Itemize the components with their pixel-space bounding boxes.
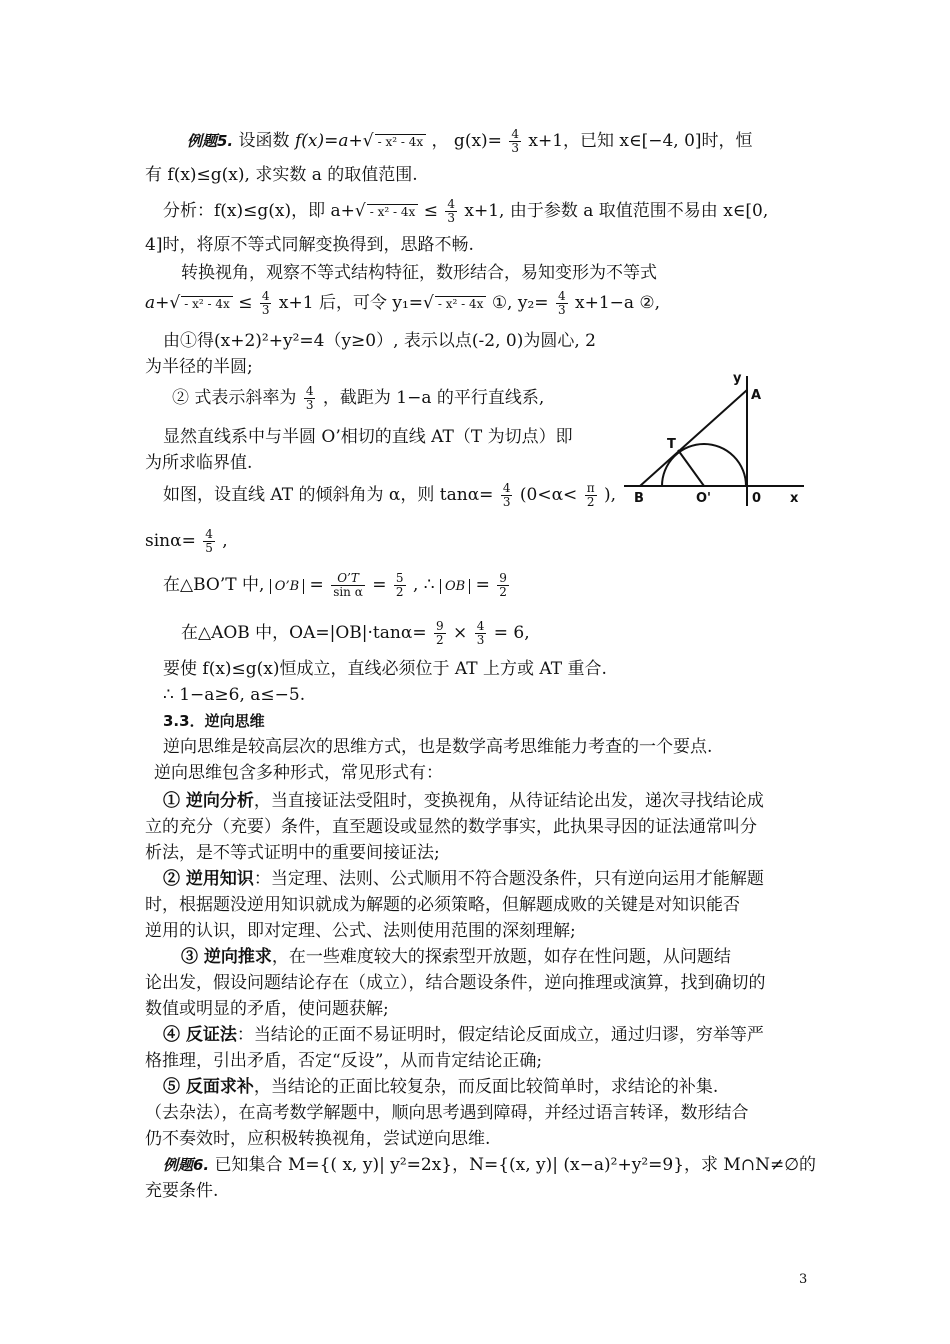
example5-line2: 有 f(x)≤g(x), 求实数 a 的取值范围. bbox=[145, 165, 418, 185]
text: ， g(x)= bbox=[431, 131, 502, 151]
item4-line2: 格推理，引出矛盾，否定“反设”，从而肯定结论正确; bbox=[145, 1051, 543, 1071]
analysis-line9: 为所求临界值. bbox=[145, 453, 253, 473]
item1-line3: 析法，是不等式证明中的重要间接证法; bbox=[145, 843, 440, 863]
label-T: T bbox=[667, 437, 676, 452]
analysis-line7: ② 式表示斜率为 $\frac{4}{3}$ ，截距为 1−a 的平行直线系, bbox=[172, 384, 545, 412]
page-number: 3 bbox=[799, 1272, 808, 1287]
example5-label: 例题5. bbox=[187, 132, 234, 150]
analysis-line3: 转换视角，观察不等式结构特征，数形结合，易知变形为不等式 bbox=[181, 263, 657, 283]
analysis-line8: 显然直线系中与半圆 O’相切的直线 AT（T 为切点）即 bbox=[163, 427, 573, 447]
radius-OT bbox=[678, 450, 704, 486]
text: x+1，已知 x∈[−4, 0]时，恒 bbox=[528, 131, 753, 151]
analysis-line12: 在△BO’T 中, O’B = $\frac{O’T}{\text{sin α}}$ = $\frac{5}{2}$ , ∴ OB = $\frac{9}{2}$ bbox=[163, 571, 507, 599]
item3-line3: 数值或明显的矛盾，使问题获解; bbox=[145, 999, 389, 1019]
analysis-line4: a+√ - x² - 4x ≤ $\frac{4}{3}$ x+1 后，可令 y₁=√ - x² - 4x ①, y₂= $\frac{4}{3}$ x+1−a ②, bbox=[145, 289, 661, 317]
label-x: x bbox=[790, 491, 799, 506]
item1-line2: 立的充分（充要）条件，直至题设或显然的数学事实，此执果寻因的证法通常叫分 bbox=[145, 817, 757, 837]
label-A: A bbox=[751, 388, 762, 403]
analysis-line15: ∴ 1−a≥6, a≤−5. bbox=[163, 685, 306, 705]
item5-line1: ⑤ 反面求补，当结论的正面比较复杂，而反面比较简单时，求结论的补集. bbox=[163, 1077, 719, 1097]
tangent-figure bbox=[622, 368, 807, 513]
example6-label: 例题6. bbox=[163, 1156, 210, 1174]
item5-line3: 仍不奏效时，应积极转换视角，尝试逆向思维. bbox=[145, 1129, 491, 1149]
label-zero: 0 bbox=[752, 491, 762, 506]
example5-line1: 例题5. 设函数 f(x)=a+√ - x² - 4x ， g(x)= $\frac{4}{3}$ x+1，已知 x∈[−4, 0]时，恒 bbox=[187, 127, 753, 155]
fraction: $\frac{4}{3}$ bbox=[447, 197, 455, 225]
sqrt-expr: - x² - 4x bbox=[375, 134, 427, 149]
analysis-line5: 由①得(x+2)²+y²=4（y≥0）, 表示以点(-2, 0)为圆心, 2 bbox=[163, 331, 596, 351]
analysis-line6: 为半径的半圆; bbox=[145, 357, 253, 377]
analysis-line10: 如图，设直线 AT 的倾斜角为 α，则 tanα= $\frac{4}{3}$ (0<α< $\frac{\pi}{2}$ ), bbox=[163, 481, 617, 509]
label-B: B bbox=[634, 491, 644, 506]
item1-line1: ① 逆向分析，当直接证法受阻时，变换视角，从待证结论出发，递次寻找结论成 bbox=[163, 791, 764, 811]
text: f(x)=a+ bbox=[294, 131, 363, 151]
item3-line2: 论出发，假设问题结论存在（成立），结合题设条件，逆向推理或演算，找到确切的 bbox=[145, 973, 766, 993]
item2-line1: ② 逆用知识：当定理、法则、公式顺用不符合题没条件，只有逆向运用才能解题 bbox=[163, 869, 764, 889]
section-p2: 逆向思维包含多种形式，常见形式有： bbox=[154, 763, 443, 783]
section-heading: 3.3．逆向思维 bbox=[163, 712, 265, 730]
example6-line2: 充要条件. bbox=[145, 1181, 219, 1201]
label-y: y bbox=[733, 371, 742, 386]
label-Oprime: O' bbox=[696, 491, 712, 506]
text: 设函数 bbox=[238, 131, 290, 151]
item2-line2: 时，根据题没逆用知识就成为解题的必须策略，但解题成败的关键是对知识能否 bbox=[145, 895, 740, 915]
example6-line1: 例题6. 已知集合 M={( x, y)| y²=2x}，N={(x, y)| (x−a)²+y²=9}，求 M∩N≠∅的 bbox=[163, 1155, 816, 1175]
item4-line1: ④ 反证法：当结论的正面不易证明时，假定结论反面成立，通过归谬，穷举等严 bbox=[163, 1025, 764, 1045]
analysis-line11: sinα= $\frac{4}{5}$ , bbox=[145, 527, 228, 555]
item2-line3: 逆用的认识，即对定理、公式、法则使用范围的深刻理解; bbox=[145, 921, 576, 941]
item3-line1: ③ 逆向推求，在一些难度较大的探索型开放题，如存在性问题，从问题结 bbox=[181, 947, 731, 967]
analysis-line14: 要使 f(x)≤g(x)恒成立，直线必须位于 AT 上方或 AT 重合. bbox=[163, 659, 607, 679]
analysis-line1: 分析：f(x)≤g(x)，即 a+√ - x² - 4x ≤ $\frac{4}{3}$ x+1, 由于参数 a 取值范围不易由 x∈[0, bbox=[163, 197, 769, 225]
section-p1: 逆向思维是较高层次的思维方式，也是数学高考思维能力考查的一个要点. bbox=[163, 737, 713, 757]
analysis-line2: 4]时，将原不等式同解变换得到，思路不畅. bbox=[145, 235, 474, 255]
fraction: $\frac{4}{3}$ bbox=[511, 127, 519, 155]
item5-line2: （去杂法），在高考数学解题中，顺向思考遇到障碍，并经过语言转译，数形结合 bbox=[145, 1103, 749, 1123]
analysis-line13: 在△AOB 中，OA=|OB|·tanα= $\frac{9}{2}$ × $\frac{4}{3}$ = 6, bbox=[181, 619, 530, 647]
